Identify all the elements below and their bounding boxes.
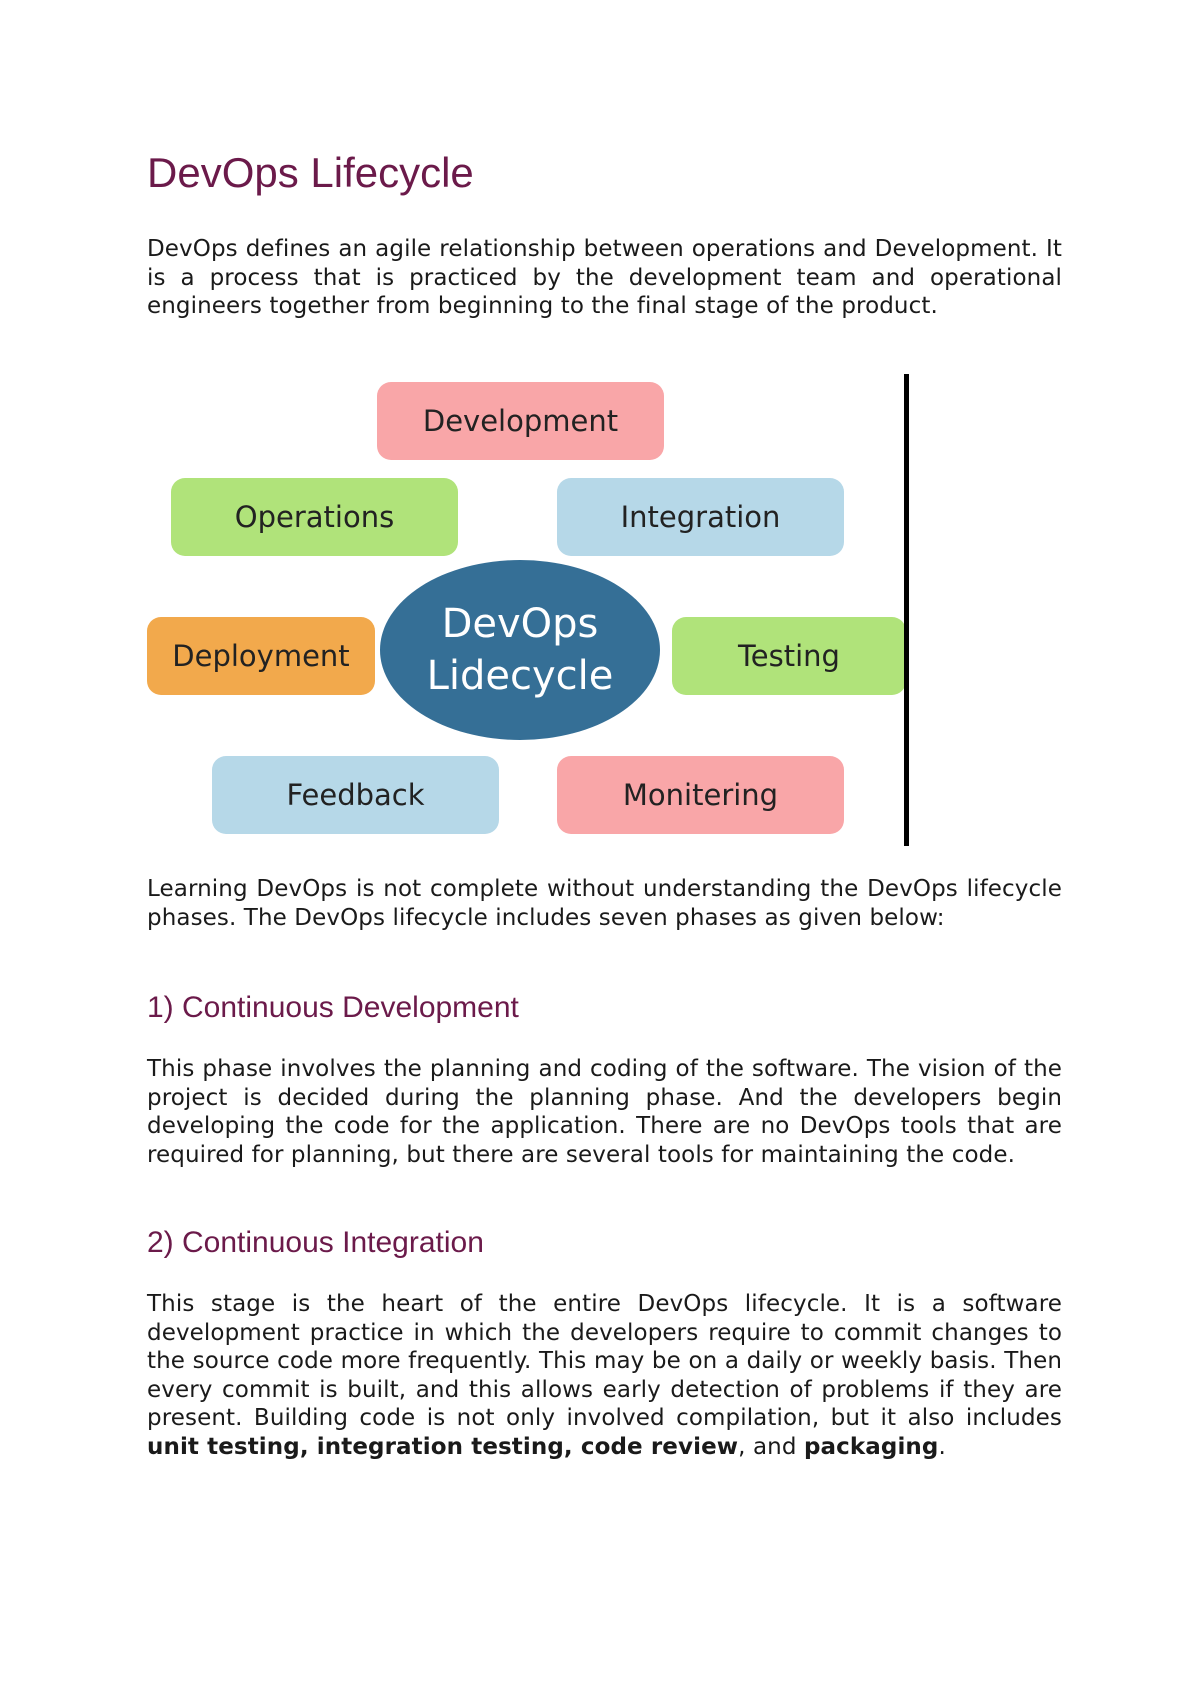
section2-body bbox=[147, 1290, 1062, 1461]
phase-feedback-box: Feedback bbox=[212, 756, 499, 834]
section2-body-text: This stage is the heart of the entire DevOps lifecycle. It is a software development practice in which the developers require to commit changes to the source code more frequently. This may be on a daily or weekly basis. Then every commit is built, and this allows early detection of problems if they are present. Building code is not only involved compilation, but it also includes bbox=[147, 1291, 1062, 1431]
intro-paragraph: DevOps defines an agile relationship between operations and Development. It is a process that is practiced by the development team and operational engineers together from beginning to the final stage of the product. bbox=[147, 236, 1062, 319]
section2-bold-packaging: packaging bbox=[803, 1433, 939, 1460]
phase-integration-box: Integration bbox=[557, 478, 844, 556]
vertical-divider bbox=[904, 374, 909, 846]
section2-period: . bbox=[938, 1433, 946, 1460]
section2-heading: 2) Continuous Integration bbox=[147, 1226, 484, 1259]
section1-body: This phase involves the planning and coding of the software. The vision of the project is decided during the planning phase. And the developers begin developing the code for the application. There are no DevOps tools that are required for planning, but there are several tools for maintaining the code. bbox=[147, 1056, 1062, 1168]
learning-paragraph: Learning DevOps is not complete without understanding the DevOps lifecycle phases. The DevOps lifecycle includes seven phases as given below: bbox=[147, 876, 1062, 931]
section2-conjunction: , and bbox=[738, 1433, 804, 1460]
devops-lifecycle-hub bbox=[380, 560, 660, 740]
phase-development-box: Development bbox=[377, 382, 664, 460]
phase-operations-box: Operations bbox=[171, 478, 458, 556]
hub-label-line1: DevOps bbox=[441, 601, 599, 647]
section1-heading: 1) Continuous Development bbox=[147, 991, 519, 1024]
phase-testing-box: Testing bbox=[672, 617, 906, 695]
section2-bold-terms: unit testing, integration testing, code review bbox=[147, 1433, 739, 1460]
phase-monitoring-box: Monitering bbox=[557, 756, 844, 834]
phase-deployment-box: Deployment bbox=[147, 617, 375, 695]
hub-label-line2: Lidecycle bbox=[426, 653, 614, 699]
page-title: DevOps Lifecycle bbox=[147, 149, 474, 196]
